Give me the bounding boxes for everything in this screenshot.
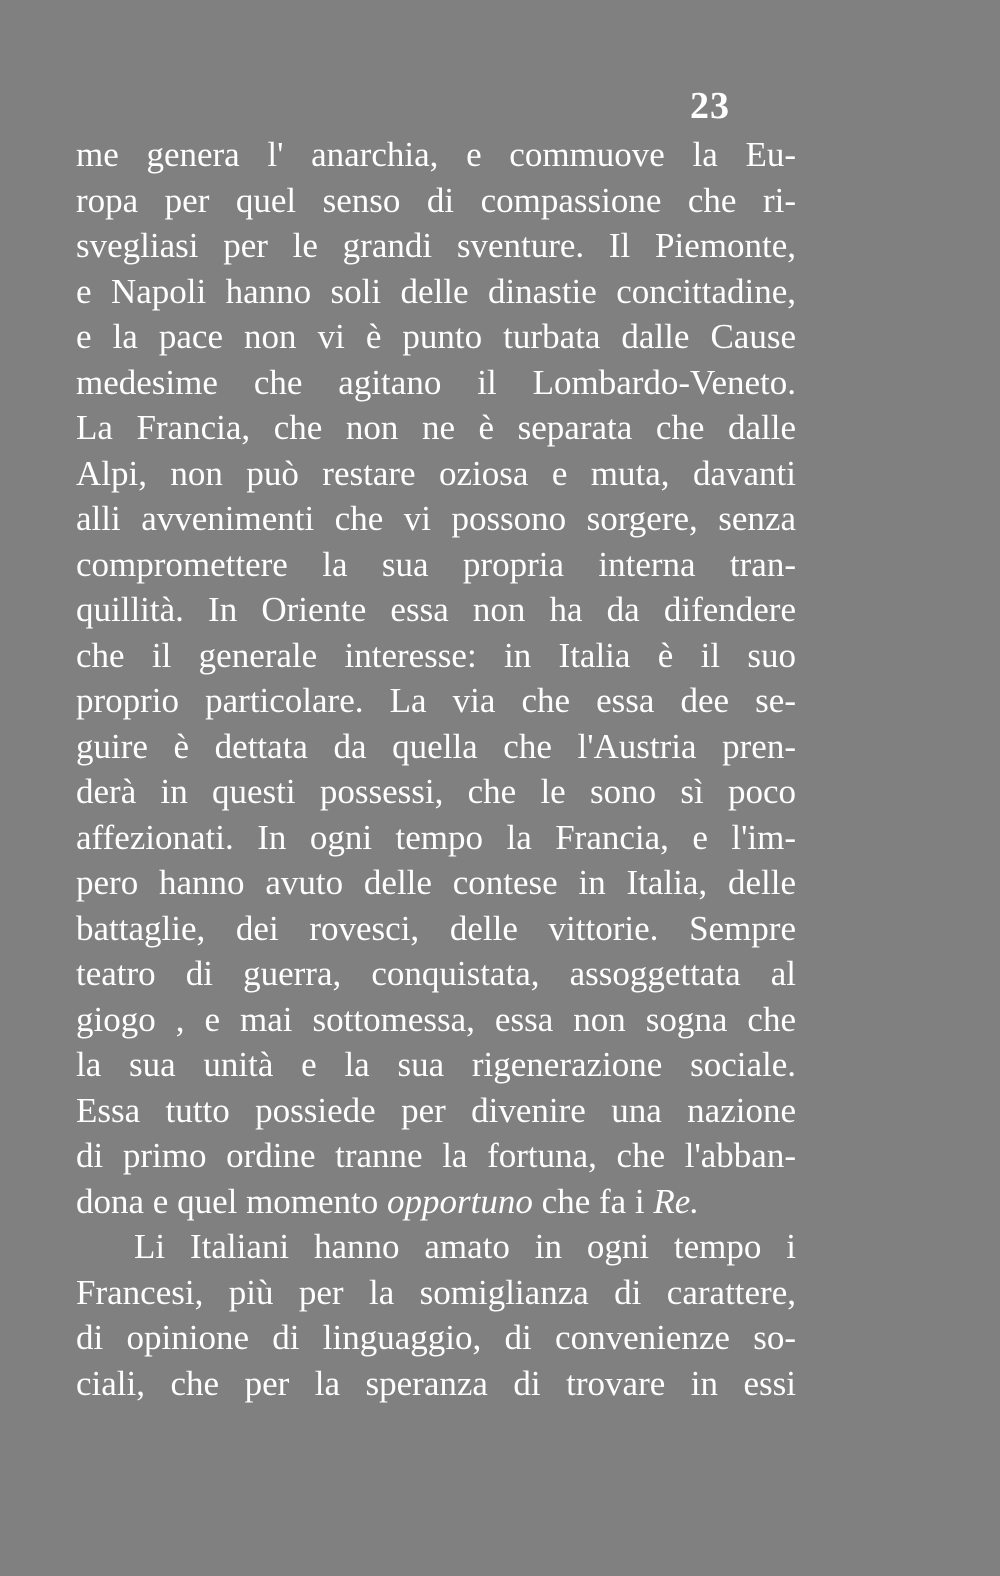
text-line: pero hanno avuto delle contese in Italia, delle [76, 863, 796, 902]
text-line: svegliasi per le grandi sventure. Il Piemonte, [76, 226, 796, 265]
text-line: La Francia, che non ne è separata che dalle [76, 408, 796, 447]
text-line: di opinione di linguaggio, di convenienze so- [76, 1318, 796, 1357]
text-line: quillità. In Oriente essa non ha da difendere [76, 590, 796, 629]
body-text [76, 132, 796, 1406]
text-line: Francesi, più per la somiglianza di carattere, [76, 1272, 796, 1312]
text-line: battaglie, dei rovesci, delle vittorie. Sempre [76, 908, 796, 948]
text-line: compromettere la sua propria interna tran- [76, 544, 796, 584]
text-line: che il generale interesse: in Italia è il suo [76, 635, 796, 675]
text-line: Alpi, non può restare oziosa e muta, davanti [76, 453, 796, 493]
text-line: di primo ordine tranne la fortuna, che l'abban- [76, 1136, 796, 1175]
text-line: proprio particolare. La via che essa dee se- [76, 681, 796, 720]
paragraph-first-line: Li Italiani hanno amato in ogni tempo i [134, 1227, 796, 1266]
text-line: affezionati. In ogni tempo la Francia, e l'im- [76, 817, 796, 857]
paragraph-end-line [76, 1179, 796, 1225]
italic-word: Re. [653, 1181, 700, 1221]
text-line: alli avvenimenti che vi possono sorgere, senza [76, 499, 796, 538]
text-line: Essa tutto possiede per divenire una nazione [76, 1090, 796, 1130]
text-segment: dona e quel momento [76, 1181, 388, 1221]
text-line: medesime che agitano il Lombardo-Veneto. [76, 362, 796, 402]
text-segment: che fa i [532, 1181, 654, 1221]
text-line: teatro di guerra, conquistata, assoggettata al [76, 954, 796, 993]
text-line: derà in questi possessi, che le sono sì poco [76, 772, 796, 811]
text-line: e Napoli hanno soli delle dinastie concittadine, [76, 271, 796, 311]
text-line: la sua unità e la sua rigenerazione sociale. [76, 1045, 796, 1084]
text-line: me genera l' anarchia, e commuove la Eu- [76, 135, 796, 174]
text-line: e la pace non vi è punto turbata dalle Cause [76, 317, 796, 356]
text-line: ciali, che per la speranza di trovare in essi [76, 1363, 796, 1403]
text-line: ropa per quel senso di compassione che ri- [76, 180, 796, 220]
text-line: guire è dettata da quella che l'Austria pren- [76, 726, 796, 766]
text-line: giogo , e mai sottomessa, essa non sogna che [76, 999, 796, 1039]
page-number: 23 [690, 85, 730, 127]
italic-word: opportuno [387, 1181, 533, 1221]
